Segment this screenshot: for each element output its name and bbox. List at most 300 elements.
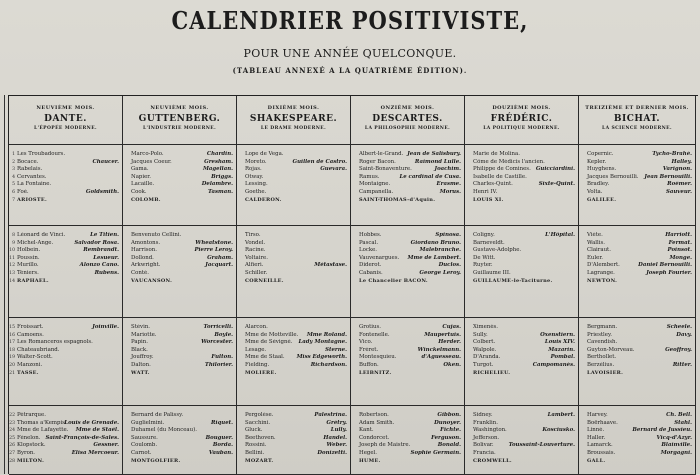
month-header [123, 96, 236, 145]
day-name: Amontons. [131, 239, 161, 246]
day-name: Kant. [359, 427, 374, 434]
day-alternate: Boyle. [214, 331, 233, 338]
day-alternate: Grétry. [326, 419, 347, 426]
day-number: 28 [9, 458, 15, 464]
day-alternate: Guillen de Castro. [292, 158, 347, 165]
day-name: Mme de Sévigné. [245, 339, 293, 346]
week-block [9, 318, 122, 406]
day-row [123, 255, 236, 263]
day-name: ARIOSTE. [17, 196, 48, 203]
day-alternate: Kosciusko. [542, 427, 575, 434]
day-alternate: Mazarin. [548, 346, 575, 353]
day-alternate: Halley. [671, 158, 692, 165]
page-subtitle: POUR UNE ANNÉE QUELCONQUE. [243, 47, 457, 60]
day-alternate: Morus. [439, 188, 461, 195]
day-row [123, 450, 236, 458]
day-row [579, 232, 695, 240]
day-alternate: Fichte. [440, 427, 461, 434]
day-name: Le Chancelier BACON. [359, 277, 428, 284]
day-name: Lope de Vega. [245, 151, 284, 157]
day-number: 7 [12, 197, 15, 203]
day-alternate: Davy. [676, 331, 692, 338]
day-name: Robertson. [359, 412, 389, 418]
day-name: Guillaume III. [473, 269, 511, 276]
day-name: Montesquieu. [359, 354, 397, 361]
day-row [465, 189, 578, 197]
day-row [465, 435, 578, 443]
day-alternate: Spinosa. [435, 232, 461, 238]
day-alternate: Delambre. [201, 181, 233, 188]
day-row [123, 427, 236, 435]
day-row [579, 174, 695, 182]
day-alternate: Joseph Fourier. [646, 269, 692, 276]
day-name: HUME. [359, 457, 381, 464]
day-alternate: Érasme. [436, 181, 461, 188]
day-alternate: Alonzo Cano. [79, 262, 119, 269]
day-name: Alfieri. [245, 262, 264, 269]
day-name: Saint-Bonaventure. [359, 166, 412, 173]
day-row [351, 324, 464, 332]
day-row [465, 362, 578, 370]
day-name: MOZART. [245, 457, 274, 464]
day-alternate: Guicciardini. [535, 166, 575, 173]
day-row [237, 174, 350, 182]
day-row [579, 435, 695, 443]
day-name: Poussin. [17, 254, 40, 261]
month-theme: L'ÉPOPÉE MODERNE. [34, 126, 97, 131]
day-number: 19 [9, 355, 15, 361]
day-alternate: Tycho-Brahé. [652, 151, 692, 157]
day-row [579, 427, 695, 435]
day-alternate: Vicq-d'Azyr. [656, 434, 692, 441]
day-name: Linné. [587, 427, 605, 434]
day-row [237, 324, 350, 332]
day-name: Mme de Motteville. [245, 331, 299, 338]
day-row [123, 159, 236, 167]
day-alternate: Joinville. [92, 324, 119, 330]
day-row [465, 354, 578, 362]
day-alternate: Bouguer. [205, 434, 233, 441]
month-name: BICHAT. [613, 114, 661, 124]
week-block [237, 226, 350, 318]
day-row [9, 435, 122, 443]
month-ordinal: ONZIÈME MOIS. [380, 105, 435, 111]
day-alternate: Malebranche. [419, 247, 461, 254]
day-name: Saussure. [131, 434, 158, 441]
day-name: Goethe. [245, 188, 267, 195]
day-row [579, 347, 695, 355]
day-name: WATT. [131, 369, 150, 376]
day-name: Hobbes. [359, 232, 382, 238]
day-row [579, 270, 695, 278]
week-block [579, 318, 695, 406]
day-name: Duhamel (du Monceau). [131, 427, 197, 434]
day-number: 16 [9, 332, 15, 338]
day-name: Kepler. [587, 158, 607, 165]
day-name: Otway. [245, 173, 264, 180]
day-name: Lessing. [245, 181, 268, 188]
day-row [237, 247, 350, 255]
week-block [465, 406, 578, 475]
day-name: Rabelais. [17, 166, 43, 173]
week-block [351, 318, 464, 406]
day-row [351, 197, 464, 205]
day-alternate: Palestrina. [314, 412, 347, 418]
day-row [237, 420, 350, 428]
day-name: D'Alembert. [587, 262, 620, 269]
day-row [9, 332, 122, 340]
day-number: 1 [12, 152, 15, 157]
month-name: SHAKESPEARE. [249, 114, 338, 124]
day-alternate: Goldsmith. [85, 188, 119, 195]
month-ordinal: DOUZIÈME MOIS. [492, 105, 551, 111]
day-name: Viète. [587, 232, 603, 238]
day-row [237, 450, 350, 458]
day-row [9, 442, 122, 450]
day-row [351, 412, 464, 420]
day-name: GALILÉE. [587, 196, 617, 203]
day-number: 13 [9, 270, 15, 276]
week-block [9, 406, 122, 475]
day-row [123, 270, 236, 278]
day-number: 6 [12, 189, 15, 195]
day-number: 25 [9, 435, 15, 441]
day-row [465, 427, 578, 435]
day-alternate: Ch. Bell. [666, 412, 692, 418]
day-alternate: Thilorier. [204, 361, 233, 368]
day-row [237, 442, 350, 450]
day-number: 27 [9, 450, 15, 456]
day-name: D'Aranda. [473, 354, 501, 361]
day-row [465, 339, 578, 347]
day-row [237, 159, 350, 167]
week-block [351, 406, 464, 475]
day-alternate: Rubens. [94, 269, 119, 276]
day-alternate: Handel. [323, 434, 347, 441]
day-name: Benvenuto Cellini. [131, 232, 182, 238]
day-row [9, 420, 122, 428]
day-number: 9 [12, 240, 15, 246]
day-row [237, 435, 350, 443]
day-name: Vondel. [245, 239, 266, 246]
day-name: Michel-Ange. [17, 239, 54, 246]
day-row [351, 347, 464, 355]
day-name: Huyghens. [587, 166, 617, 173]
day-alternate: Richardson. [310, 361, 347, 368]
day-name: Foé. [17, 188, 29, 195]
day-row [351, 370, 464, 378]
day-alternate: Cujas. [442, 324, 461, 330]
day-name: Lacaille. [131, 181, 155, 188]
day-alternate: Gresham. [204, 158, 233, 165]
day-row [351, 181, 464, 189]
day-row [579, 255, 695, 263]
day-alternate: Fermat. [668, 239, 692, 246]
day-row [9, 240, 122, 248]
day-name: Broussais. [587, 449, 616, 456]
day-alternate: Le cardinal de Cusa. [399, 173, 461, 180]
month-column [9, 96, 123, 475]
day-alternate: Borda. [212, 442, 233, 449]
day-name: Montaigne. [359, 181, 391, 188]
day-alternate: Oxenstiern. [540, 331, 575, 338]
day-row [351, 458, 464, 466]
day-name: Dalton. [131, 361, 151, 368]
day-row [351, 262, 464, 270]
day-alternate: George Leroy. [419, 269, 461, 276]
day-row [351, 232, 464, 240]
day-row [9, 232, 122, 240]
day-name: Coulomb. [131, 442, 158, 449]
day-row [465, 181, 578, 189]
day-number: 8 [12, 233, 15, 238]
day-name: Ruyter. [473, 262, 493, 269]
day-alternate: Lully. [330, 427, 347, 434]
day-row [579, 412, 695, 420]
day-name: COLOMB. [131, 196, 161, 203]
day-alternate: Raimond Lulle. [414, 158, 461, 165]
day-row [237, 332, 350, 340]
day-alternate: Briggs. [211, 173, 233, 180]
day-row [9, 151, 122, 159]
day-name: Les Troubadours. [17, 151, 66, 157]
day-row [351, 189, 464, 197]
day-name: Euler. [587, 254, 604, 261]
month-ordinal: DIXIÈME MOIS. [267, 105, 320, 111]
day-name: Fénelon. [17, 434, 41, 441]
day-alternate: Scheele. [666, 324, 692, 330]
day-alternate: Lesueur. [93, 254, 119, 261]
edition-note: (TABLEAU ANNEXÉ A LA QUATRIÈME ÉDITION). [232, 66, 468, 75]
day-alternate: Guevara. [320, 166, 347, 173]
week-block [351, 226, 464, 318]
day-name: Froissart. [17, 324, 44, 330]
day-name: Buffon. [359, 361, 379, 368]
day-alternate: Wheatstone. [195, 239, 233, 246]
day-row [123, 232, 236, 240]
day-name: Léonard de Vinci. [17, 232, 66, 238]
day-row [237, 181, 350, 189]
week-block [123, 226, 236, 318]
day-alternate: d'Aguesseau. [421, 354, 461, 361]
week-block [579, 406, 695, 475]
day-alternate: Blainville. [661, 442, 692, 449]
day-alternate: Mme de Staël. [75, 427, 119, 434]
day-name: Gustave-Adolphe. [473, 247, 522, 254]
day-name: MONTGOLFIER. [131, 457, 181, 464]
day-name: Grotius. [359, 324, 381, 330]
day-row [351, 174, 464, 182]
day-name: Fontenelle. [359, 331, 390, 338]
day-row [123, 339, 236, 347]
day-row [9, 159, 122, 167]
day-row [237, 255, 350, 263]
day-row [465, 324, 578, 332]
day-name: Volta. [587, 188, 603, 195]
day-alternate: Chaucer. [92, 158, 119, 165]
day-name: Lesage. [245, 346, 267, 353]
day-row [351, 278, 464, 286]
day-name: Klopstock. [17, 442, 46, 449]
day-name: Cervantes. [17, 173, 47, 180]
day-row [579, 247, 695, 255]
day-name: Jefferson. [473, 434, 500, 441]
day-row [465, 270, 578, 278]
day-name: Gama. [131, 166, 149, 173]
day-row [9, 247, 122, 255]
day-name: Holbein. [17, 247, 41, 254]
month-header [237, 96, 350, 145]
day-row [579, 370, 695, 378]
day-row [123, 240, 236, 248]
day-alternate: Riquet. [210, 419, 233, 426]
day-row [123, 420, 236, 428]
day-name: Chateaubriand. [17, 346, 60, 353]
day-row [237, 347, 350, 355]
day-row [123, 189, 236, 197]
day-name: Harrison. [131, 247, 157, 254]
week-block [123, 144, 236, 226]
month-header [579, 96, 695, 145]
day-row [579, 181, 695, 189]
day-name: Pétrarque. [17, 412, 46, 418]
day-name: Lagrange. [587, 269, 615, 276]
month-column [123, 96, 237, 475]
day-row [579, 240, 695, 248]
day-row [9, 278, 122, 286]
day-row [465, 262, 578, 270]
day-alternate: Bernard de Jussieu. [632, 427, 692, 434]
day-number: 14 [9, 278, 15, 284]
day-name: Stévin. [131, 324, 151, 330]
day-row [465, 232, 578, 240]
month-theme: LE DRAME MODERNE. [260, 126, 327, 131]
margin-rule [4, 95, 5, 474]
day-name: Joseph de Maistre. [359, 442, 411, 449]
day-name: Ximenès. [473, 324, 499, 330]
day-name: Boërhaave. [587, 419, 618, 426]
day-alternate: Geoffroy. [665, 346, 692, 353]
day-alternate: Pierre Leroy. [194, 247, 233, 254]
day-row [123, 324, 236, 332]
day-name: Guyton-Morveau. [587, 346, 635, 353]
day-row [9, 412, 122, 420]
day-alternate: Mme Roland. [306, 331, 347, 338]
day-name: De Witt. [473, 254, 496, 261]
day-row [351, 255, 464, 263]
day-name: Copernic. [587, 151, 614, 157]
day-alternate: Mme de Lambert. [407, 254, 461, 261]
day-number: 26 [9, 443, 15, 449]
day-alternate: Gibbon. [437, 412, 461, 418]
day-alternate: Poinsot. [667, 247, 692, 254]
day-alternate: Jacquart. [205, 262, 233, 269]
day-alternate: L'Hôpital. [545, 232, 575, 238]
week-block [123, 406, 236, 475]
day-row [9, 347, 122, 355]
day-row [237, 189, 350, 197]
day-name: Sully. [473, 331, 488, 338]
day-name: Hegel. [359, 449, 377, 456]
day-row [351, 354, 464, 362]
day-row [579, 442, 695, 450]
day-row [9, 255, 122, 263]
day-row [351, 442, 464, 450]
day-name: Bergmann. [587, 324, 618, 330]
day-name: Cavendish. [587, 339, 618, 346]
day-alternate: Le Titien. [90, 232, 119, 238]
day-name: Beethoven. [245, 434, 276, 441]
day-name: Carnot. [131, 449, 152, 456]
day-alternate: Duclos. [438, 262, 461, 269]
month-header [351, 96, 464, 145]
day-name: Lamarck. [587, 442, 613, 449]
week-block [465, 144, 578, 226]
day-name: Sacchini. [245, 419, 271, 426]
day-row [123, 262, 236, 270]
day-name: Locke. [359, 247, 378, 254]
day-alternate: Ritter. [672, 361, 692, 368]
month-column [465, 96, 579, 475]
day-alternate: Roëmer. [667, 181, 692, 188]
day-row [351, 427, 464, 435]
day-number: 23 [9, 420, 15, 426]
day-row [9, 262, 122, 270]
month-ordinal: TREIZIÈME ET DERNIER MOIS. [585, 105, 689, 111]
day-row [465, 247, 578, 255]
day-row [237, 151, 350, 159]
day-name: Black. [131, 346, 148, 353]
day-alternate: Sterne. [325, 346, 347, 353]
day-row [123, 151, 236, 159]
day-alternate: Oken. [443, 361, 461, 368]
day-alternate: Élisa Mercoeur. [71, 449, 119, 456]
day-number: 11 [9, 255, 15, 261]
day-alternate: Lady Montagne. [298, 339, 347, 346]
day-row [351, 159, 464, 167]
day-name: Bernard de Palissy. [131, 412, 184, 418]
day-name: Racine. [245, 247, 266, 254]
day-row [351, 151, 464, 159]
day-alternate: Worcester. [201, 339, 233, 346]
day-name: Manzoni. [17, 361, 43, 368]
day-name: Marco-Polo. [131, 151, 164, 157]
day-row [123, 412, 236, 420]
day-row [465, 197, 578, 205]
day-alternate: Fulton. [211, 354, 233, 361]
day-name: Walpole. [473, 346, 497, 353]
day-name: Wallis. [587, 239, 605, 246]
day-name: Haller. [587, 434, 606, 441]
day-alternate: Harriott. [665, 232, 692, 238]
day-row [351, 240, 464, 248]
day-alternate: Jean Bernouilli. [644, 173, 692, 180]
day-alternate: Morgagni. [660, 449, 692, 456]
day-alternate: Toussaint-Louverture. [508, 442, 575, 449]
month-theme: L'INDUSTRIE MODERNE. [142, 126, 217, 131]
month-name: DANTE. [44, 114, 87, 124]
day-row [9, 166, 122, 174]
day-name: Mariotte. [131, 331, 157, 338]
day-name: Byron. [17, 449, 36, 456]
month-ordinal: NEUVIÈME MOIS. [36, 105, 95, 111]
day-name: Dollond. [131, 254, 154, 261]
day-row [237, 412, 350, 420]
day-row [123, 166, 236, 174]
day-row [465, 151, 578, 159]
day-name: Cabanis. [359, 269, 383, 276]
day-name: Alarcon. [245, 324, 268, 330]
